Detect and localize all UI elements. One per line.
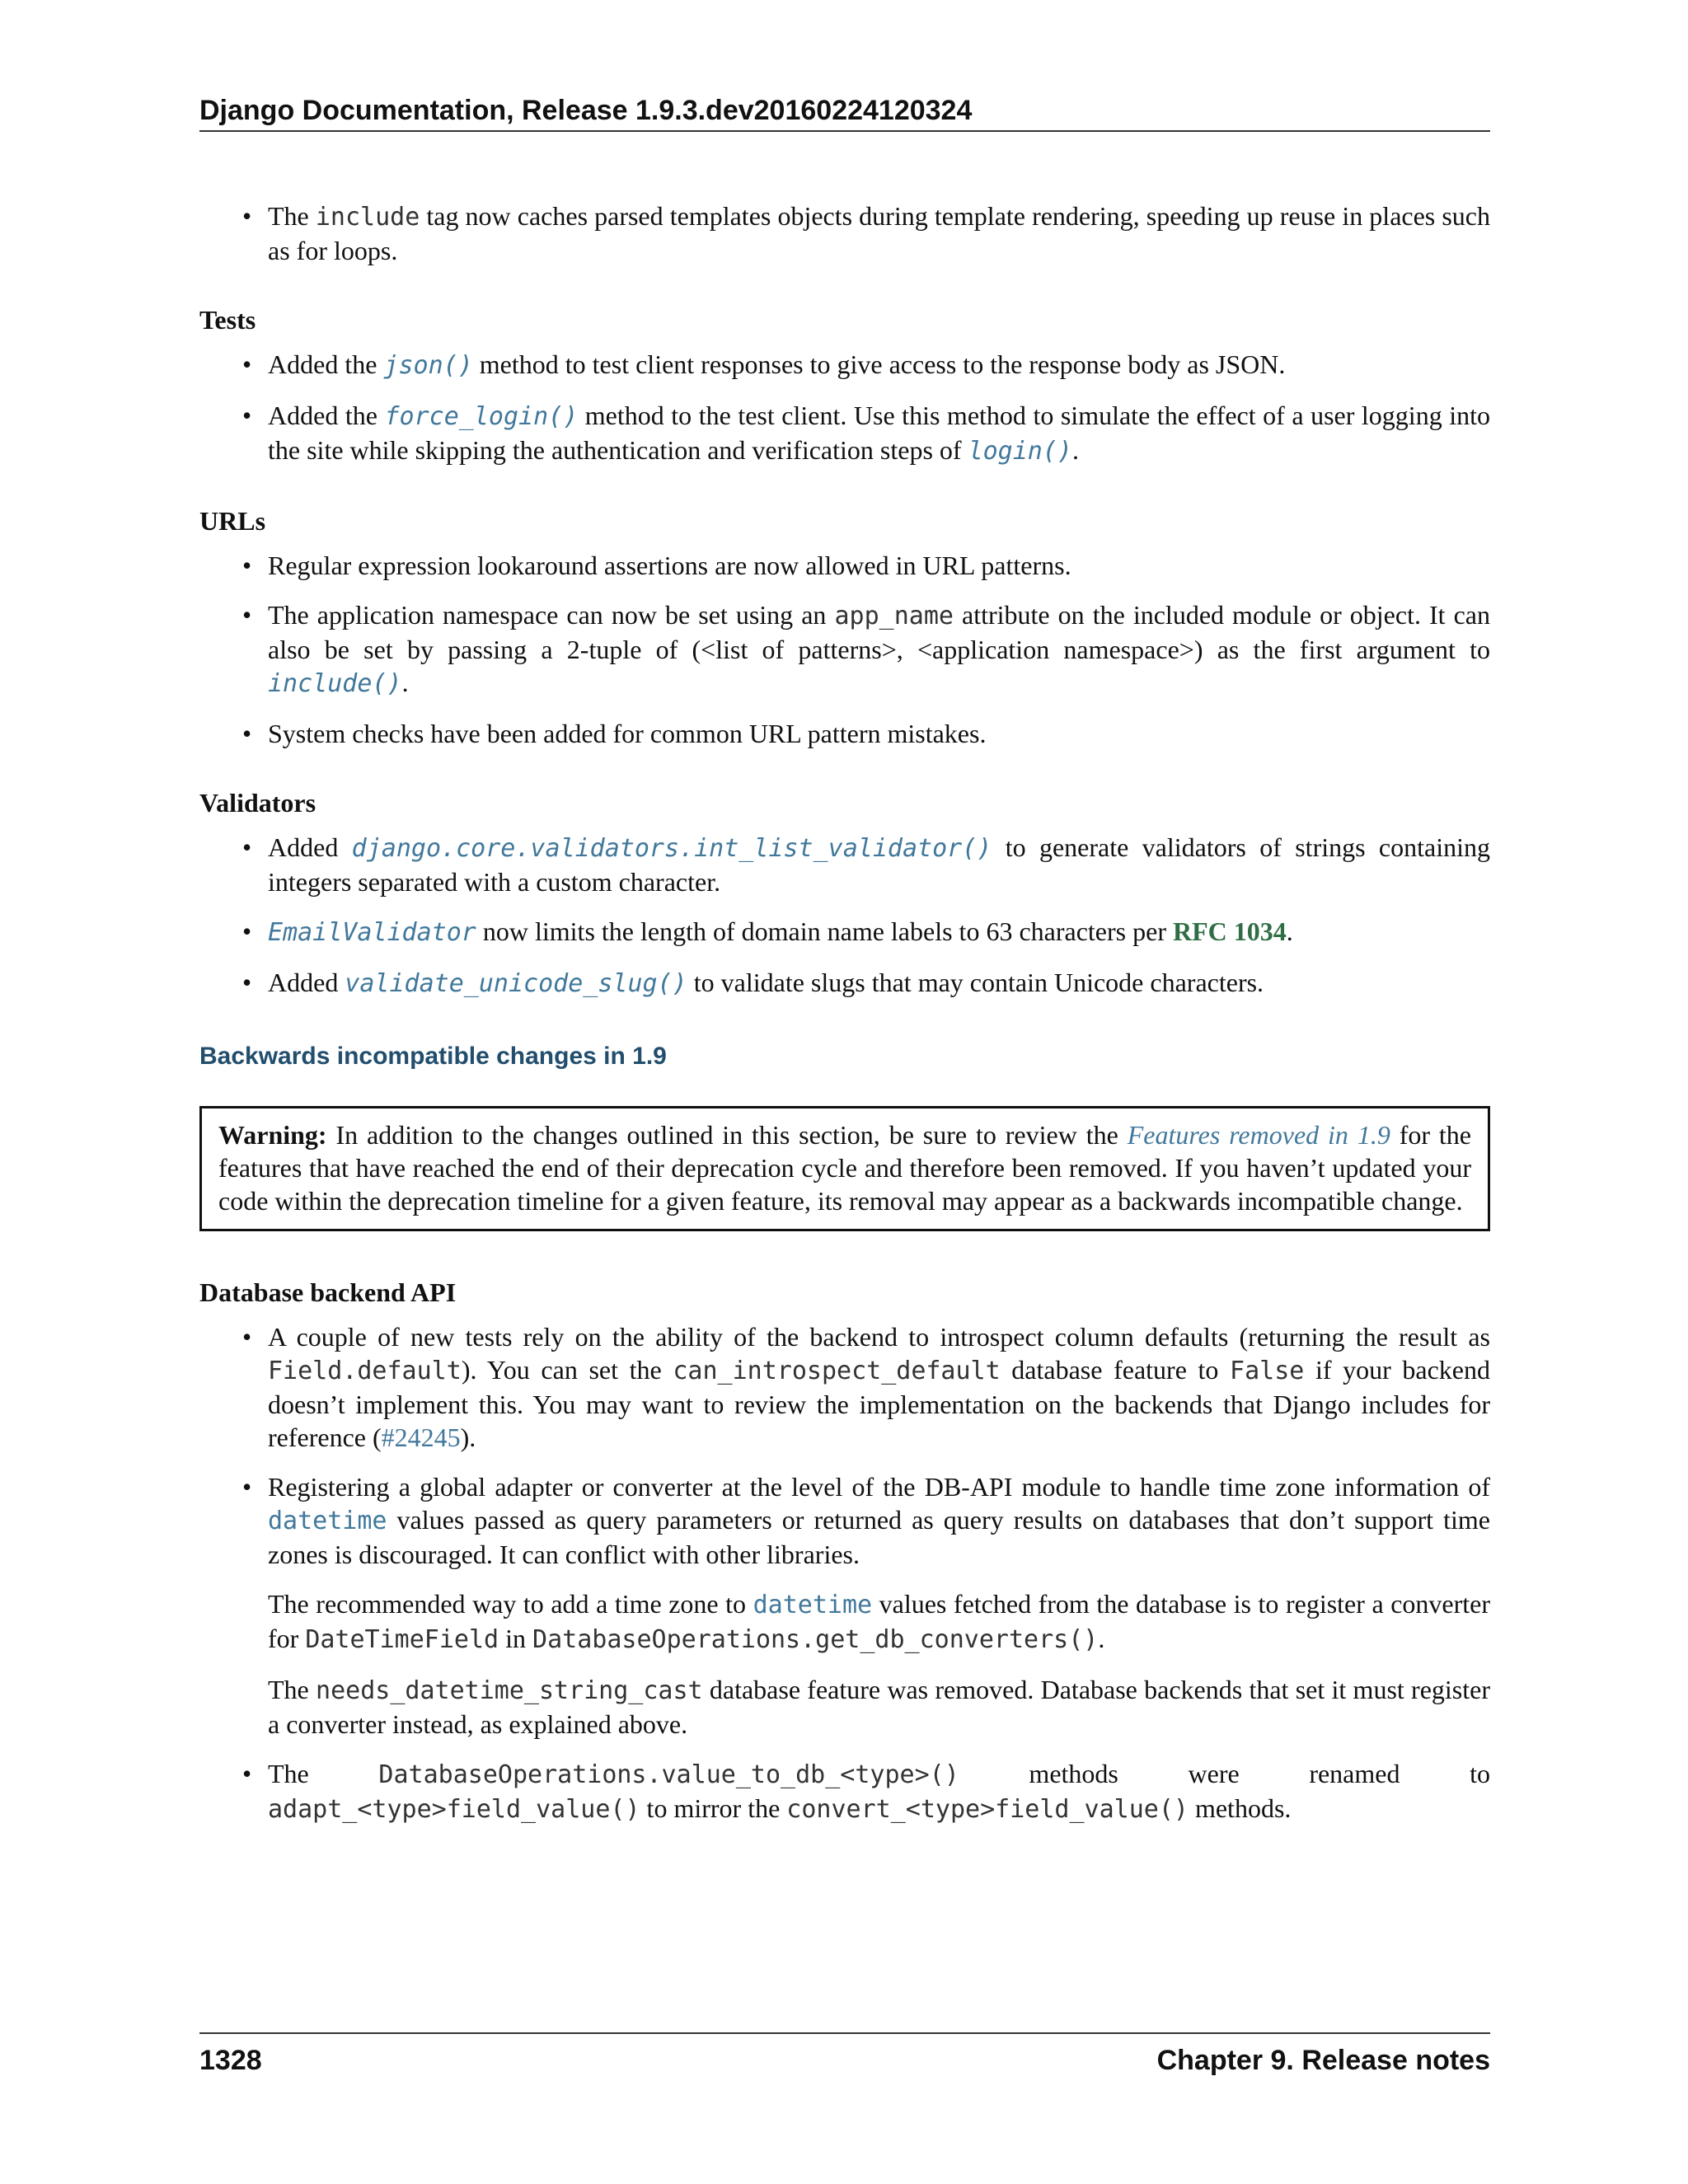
code-value-to-db: DatabaseOperations.value_to_db_<type>() [378, 1760, 959, 1789]
page-content [199, 199, 1490, 1843]
text: Added the [268, 401, 385, 430]
email-validator-link[interactable]: EmailValidator [268, 918, 476, 947]
datetime-link[interactable]: datetime [268, 1507, 387, 1535]
code-needs-datetime-string-cast: needs_datetime_string_cast [316, 1676, 703, 1705]
section-heading-validators: Validators [199, 788, 316, 818]
text: methods were renamed to [959, 1759, 1491, 1788]
section-heading-tests: Tests [199, 305, 256, 335]
list-item [268, 915, 1490, 949]
text: values passed as query parameters or returned as query results on databases that don’t support time zones is discouraged. It can conflict with other libraries. [268, 1505, 1490, 1569]
validators-list [199, 831, 1490, 1001]
code-field-default: Field.default [268, 1357, 462, 1385]
text: The [268, 201, 316, 231]
text: . [1098, 1624, 1105, 1653]
code-convert-field-value: convert_<type>field_value() [786, 1795, 1189, 1824]
running-footer [199, 2032, 1490, 2079]
text: tag now caches parsed templates objects during template rendering, speeding up reuse in places such as for loops. [268, 201, 1491, 265]
list-item [268, 717, 1490, 750]
intro-list [199, 199, 1490, 267]
text: database feature to [1000, 1355, 1231, 1385]
text: The [268, 1675, 316, 1704]
code-datetimefield: DateTimeField [305, 1625, 499, 1654]
text: ). [460, 1422, 476, 1452]
text: method to the test client. Use this method to simulate the effect of a user logging into the site while skipping the authentication and verification steps of [268, 401, 1491, 465]
section-heading-backwards: Backwards incompatible changes in 1.9 [199, 1043, 667, 1070]
list-item [268, 1470, 1490, 1741]
text: The recommended way to add a time zone to [268, 1589, 753, 1619]
page-number: 1328 [199, 2045, 262, 2076]
validate-unicode-slug-link[interactable]: validate_unicode_slug() [345, 969, 687, 998]
ticket-24245-link[interactable]: #24245 [381, 1422, 461, 1452]
text: . [401, 668, 409, 697]
features-removed-link[interactable] [1128, 1120, 1390, 1150]
list-item [268, 199, 1490, 267]
chapter-title: Chapter 9. Release notes [1156, 2045, 1490, 2076]
text: to mirror the [640, 1793, 787, 1823]
list-item [268, 1320, 1490, 1454]
code-include: include [315, 203, 420, 232]
text: Regular expression lookaround assertions are now allowed in URL patterns. [268, 551, 1071, 580]
text: ). You can set the [461, 1355, 673, 1385]
warning-label: Warning: [218, 1120, 327, 1150]
text: Added the [268, 349, 384, 379]
text: for the features that have reached the end of their deprecation cycle and therefore been removed. If you haven’t updated your code within the deprecation timeline for a given feature, its removal may appear as a backwards incompatible change. [218, 1120, 1472, 1216]
code-adapt-field-value: adapt_<type>field_value() [268, 1795, 640, 1824]
text: values fetched from the database is to register a converter for [268, 1589, 1491, 1653]
text: The application namespace can now be set using an [268, 600, 835, 630]
text: database feature was removed. Database backends that set it must register a converter instead, as explained above. [268, 1675, 1491, 1739]
text: methods. [1188, 1793, 1292, 1823]
text: method to test client responses to give access to the response body as JSON. [472, 349, 1286, 379]
text: The [268, 1759, 379, 1788]
text: if your backend doesn’t implement this. You may want to review the implementation on the backends that Django includes for reference ( [268, 1355, 1491, 1452]
text: System checks have been added for common URL pattern mistakes. [268, 719, 987, 748]
urls-list [199, 549, 1490, 750]
link-text: Features removed in 1.9 [1127, 1120, 1390, 1150]
int-list-validator-link[interactable]: django.core.validators.int_list_validator() [351, 834, 992, 863]
tests-list [199, 348, 1490, 468]
text: in [499, 1624, 533, 1653]
warning-box [199, 1106, 1490, 1231]
list-item [268, 399, 1490, 468]
text: now limits the length of domain name labels to 63 characters per [476, 916, 1173, 946]
paragraph [268, 1587, 1490, 1657]
section-heading-database-backend-api: Database backend API [199, 1277, 457, 1307]
list-item [268, 598, 1490, 701]
list-item [268, 1757, 1490, 1826]
code-false: False [1230, 1357, 1305, 1385]
text: . [1072, 435, 1079, 465]
code-get-db-converters: DatabaseOperations.get_db_converters() [532, 1625, 1099, 1654]
text: attribute on the included module or object. It can also be set by passing a 2-tuple of (<list of patterns>, <application namespace>) as the first argument to [268, 600, 1491, 664]
rfc-1034-link[interactable]: RFC 1034 [1172, 916, 1287, 946]
paragraph [268, 1673, 1490, 1741]
force-login-link[interactable]: force_login() [384, 402, 579, 431]
text: Registering a global adapter or converter at the level of the DB-API module to handle time zone information of [268, 1472, 1490, 1502]
text: A couple of new tests rely on the ability of the backend to introspect column defaults (returning the result as [268, 1322, 1490, 1352]
text: Added [268, 832, 352, 862]
dbapi-list [199, 1320, 1490, 1826]
include-link[interactable]: include() [268, 669, 402, 698]
text: to validate slugs that may contain Unicode characters. [687, 968, 1264, 997]
code-app-name: app_name [834, 602, 954, 630]
list-item [268, 549, 1490, 582]
list-item [268, 348, 1490, 382]
text: . [1286, 916, 1293, 946]
datetime-link[interactable]: datetime [753, 1591, 873, 1619]
list-item [268, 966, 1490, 1001]
running-header: Django Documentation, Release 1.9.3.dev20160224120324 [199, 92, 1490, 132]
section-heading-urls: URLs [199, 506, 266, 536]
json-method-link[interactable]: json() [383, 351, 473, 380]
text: Added [268, 968, 345, 997]
list-item [268, 831, 1490, 898]
text: to generate validators of strings containing integers separated with a custom character. [268, 832, 1490, 897]
login-link[interactable]: login() [968, 437, 1072, 466]
text: In addition to the changes outlined in this section, be sure to review the [326, 1120, 1128, 1150]
code-can-introspect-default: can_introspect_default [673, 1357, 1001, 1385]
